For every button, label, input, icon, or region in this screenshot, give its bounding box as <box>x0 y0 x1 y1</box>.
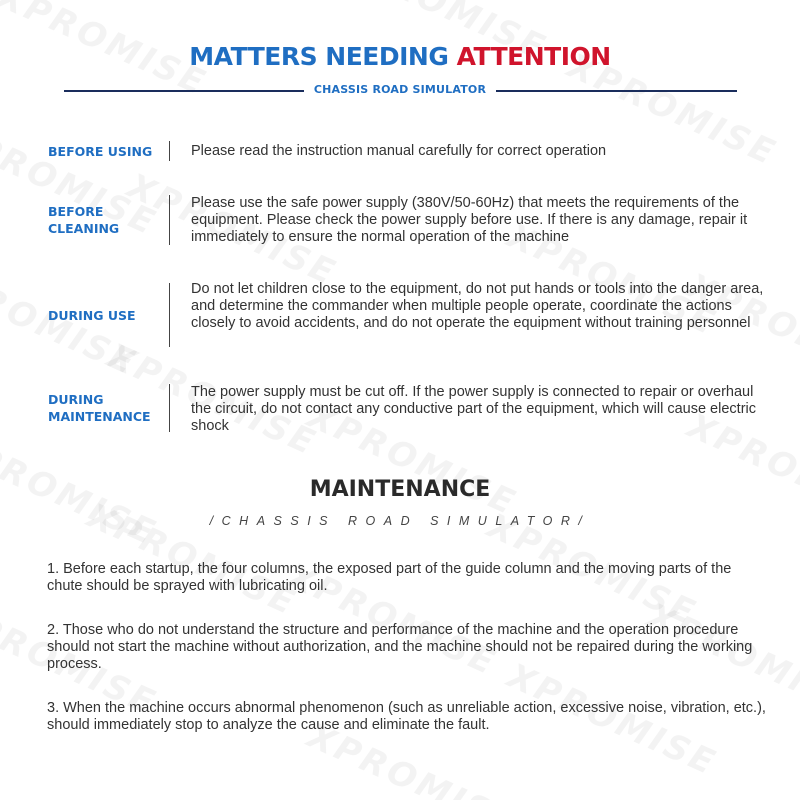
maintenance-note-1: 1. Before each startup, the four columns, the exposed part of the guide column and the moving parts of the chute should be sprayed with lubricating oil. <box>47 561 732 594</box>
row-label: BEFORE USING <box>48 143 153 159</box>
row-divider <box>169 141 170 161</box>
maintenance-subtitle: /CHASSIS ROAD SIMULATOR/ <box>209 514 591 528</box>
title-accent: ATTENTION <box>456 42 611 71</box>
maintenance-title: MAINTENANCE <box>309 477 491 502</box>
row-label: DURING MAINTENANCE <box>48 392 151 424</box>
row-text: Please read the instruction manual carefully for correct operation <box>191 143 607 159</box>
row-text: Please use the safe power supply (380V/50-60Hz) that meets the requirements of the equipment. Please check the power supply before use. If there is any damage, repair it immediately to ensure the normal operation of the machine <box>191 195 748 245</box>
row-label: DURING USE <box>48 307 136 323</box>
title-primary: MATTERS NEEDING <box>189 42 449 71</box>
row-text: Do not let children close to the equipment, do not put hands or tools into the danger area, and determine the commander when multiple people operate, coordinate the actions closely to avoid accidents, and do not operate the equipment without training personnel <box>191 281 764 331</box>
page-title <box>0 42 800 71</box>
row-divider <box>169 195 170 245</box>
row-text: The power supply must be cut off. If the power supply is connected to repair or overhaul the circuit, do not contact any conductive part of the equipment, which will cause electric shock <box>191 384 756 434</box>
row-divider <box>169 283 170 347</box>
maintenance-note-3: 3. When the machine occurs abnormal phenomenon (such as unreliable action, excessive noise, vibration, etc.), should immediately stop to analyze the cause and eliminate the fault. <box>47 700 766 733</box>
row-divider <box>169 384 170 432</box>
row-label: BEFORE CLEANING <box>48 204 120 236</box>
page-subtitle: CHASSIS ROAD SIMULATOR <box>313 83 487 96</box>
maintenance-note-2: 2. Those who do not understand the structure and performance of the machine and the operation procedure should not start the machine without authorization, and the machine should not be repaired during the working process. <box>47 622 753 672</box>
